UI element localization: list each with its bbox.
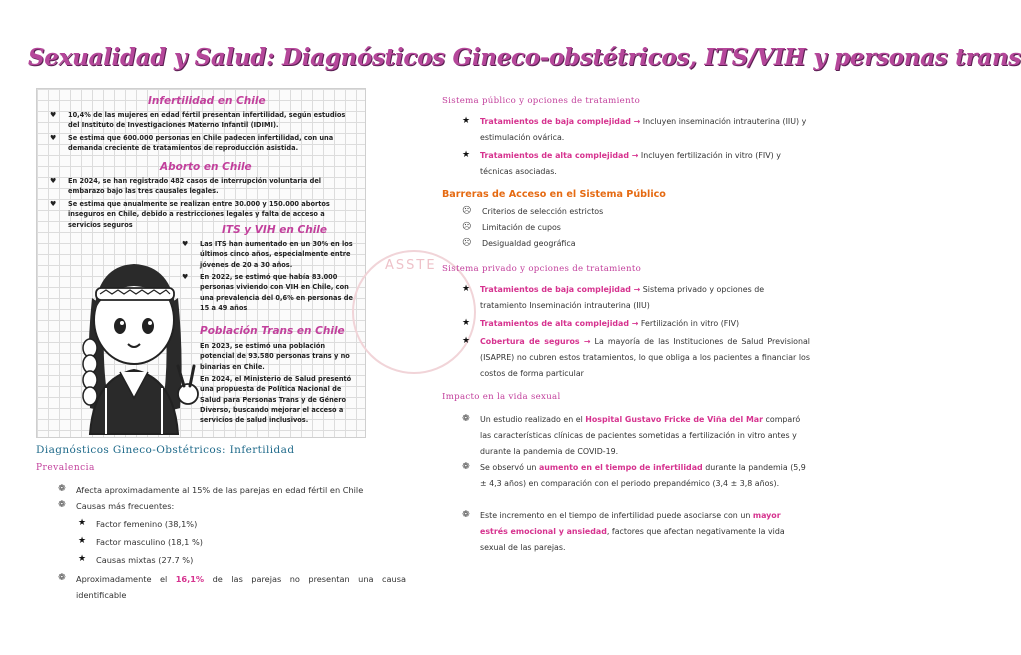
sad-face-icon: ☹ [462,222,472,232]
heart-bullet-icon: ♥ [50,177,57,185]
trans-heading: Población Trans en Chile [200,325,345,337]
prevalence-text-1: Afecta aproximadamente al 15% de las parejas en edad fértil en Chile [76,485,364,495]
infertility-bullet-1: ♥ 10,4% de las mujeres en edad fértil presentan infertilidad, según estudios del Instituto de Investigaciones Materno Infantil (IDIMI). [50,111,346,130]
public-high-complexity: Tratamientos de alta complejidad → Incluyen fertilización in vitro (FIV) y técnicas asociadas. [480,151,781,176]
flower-bullet-icon: ❁ [58,500,66,510]
causes-label: Causas más frecuentes: [76,501,175,511]
heart-bullet-icon: ♥ [50,200,57,208]
barrier-2: Limitación de cupos [482,223,561,232]
avatar-illustration [70,238,200,434]
public-low-complexity: Tratamientos de baja complejidad → Incluyen inseminación intrauterina (IIU) y estimulación ovárica. [480,117,807,142]
abortion-heading: Aborto en Chile [160,161,252,173]
public-system-heading: Sistema público y opciones de tratamiento [442,96,641,106]
left-section-heading: Diagnósticos Gineco-Obstétricos: Infertilidad [36,444,295,456]
private-high-complexity: Tratamientos de alta complejidad → Fertilización in vitro (FIV) [480,319,740,328]
abortion-bullet-1: ♥ En 2024, se han registrado 482 casos de interrupción voluntaria del embarazo bajo las tres causales legales. [50,177,322,196]
sti-bullet-1: ♥ Las ITS han aumentado en un 30% en los últimos cinco años, especialmente entre jóvenes de 20 a 30 años. [182,240,353,269]
star-bullet-icon: ★ [78,554,87,564]
flower-bullet-icon: ❁ [462,510,470,520]
star-bullet-icon: ★ [462,336,471,346]
private-system-heading: Sistema privado y opciones de tratamiento [442,264,642,274]
barrier-1: Criterios de selección estrictos [482,207,604,216]
cause-female: Factor femenino (38,1%) [96,519,198,529]
impact-heading: Impacto en la vida sexual [442,392,561,402]
cause-male: Factor masculino (18,1 %) [96,537,203,547]
star-bullet-icon: ★ [462,318,471,328]
impact-stress: Este incremento en el tiempo de infertilidad puede asociarse con un mayor estrés emocional y ansiedad, factores que afectan negativamente la vida sexual de las parejas. [480,511,785,552]
sti-bullet-2: ♥ En 2022, se estimó que había 83.000 personas viviendo con VIH en Chile, con una prevalencia del 0,6% en personas de 15 a 49 años [182,273,353,312]
heart-bullet-icon: ♥ [50,134,57,142]
infertility-bullet-2: ♥ Se estima que 600.000 personas en Chile padecen infertilidad, con una demanda creciente de tratamientos de reproducción asistida. [50,134,334,153]
sad-face-icon: ☹ [462,238,472,248]
impact-time: Se observó un aumento en el tiempo de infertilidad durante la pandemia (5,9 ± 4,3 años) en comparación con el periodo prepandémico (3,4 ± 3,8 años). [480,463,806,488]
insurance-coverage: Cobertura de seguros → La mayoría de las Instituciones de Salud Previsional (ISAPRE) no cubren estos tratamientos, lo que obliga a los pacientes a financiar los costos de forma particular [480,337,810,378]
heart-bullet-icon: ♥ [182,240,189,248]
flower-bullet-icon: ❁ [462,462,470,472]
barriers-heading: Barreras de Acceso en el Sistema Público [442,189,666,200]
impact-study: Un estudio realizado en el Hospital Gustavo Fricke de Viña del Mar comparó las características clínicas de pacientes sometidas a fertilización in vitro antes y durante la pandemia de COVID-19. [480,415,801,456]
trans-bullet-2: En 2024, el Ministerio de Salud presentó una propuesta de Política Nacional de Salud para Personas Trans y de Género Diverso, buscando mejorar el acceso a servicios de salud inclusivos. [200,375,352,425]
flower-bullet-icon: ❁ [58,573,66,583]
star-bullet-icon: ★ [462,150,471,160]
sti-hiv-heading: ITS y VIH en Chile [222,224,328,236]
infertility-heading: Infertilidad en Chile [148,95,266,107]
unexplained-text: Aproximadamente el 16,1% de las parejas no presentan una causa identificable [76,574,406,600]
star-bullet-icon: ★ [462,116,471,126]
private-low-complexity: Tratamientos de baja complejidad → Sistema privado y opciones de tratamiento Inseminación intrauterina (IIU) [480,285,765,310]
heart-bullet-icon: ♥ [50,111,57,119]
watermark-text: ASSTE [385,258,437,273]
star-bullet-icon: ★ [462,284,471,294]
prevalence-subheading: Prevalencia [36,463,95,473]
trans-bullet-1: En 2023, se estimó una población potencial de 93.580 personas trans y no binarias en Chile. [200,342,350,371]
barrier-3: Desigualdad geográfica [482,239,576,248]
flower-bullet-icon: ❁ [462,414,470,424]
star-bullet-icon: ★ [78,536,87,546]
sad-face-icon: ☹ [462,206,472,216]
flower-bullet-icon: ❁ [58,484,66,494]
page-title: Sexualidad y Salud: Diagnósticos Gineco-obstétricos, ITS/VIH y personas trans [28,44,1021,71]
abortion-bullet-2: ♥ Se estima que anualmente se realizan entre 30.000 y 150.000 abortos inseguros en Chile, debido a restricciones legales y falta de acceso a servicios seguros [50,200,330,229]
cause-mixed: Causas mixtas (27.7 %) [96,555,194,565]
heart-bullet-icon: ♥ [182,273,189,281]
star-bullet-icon: ★ [78,518,87,528]
